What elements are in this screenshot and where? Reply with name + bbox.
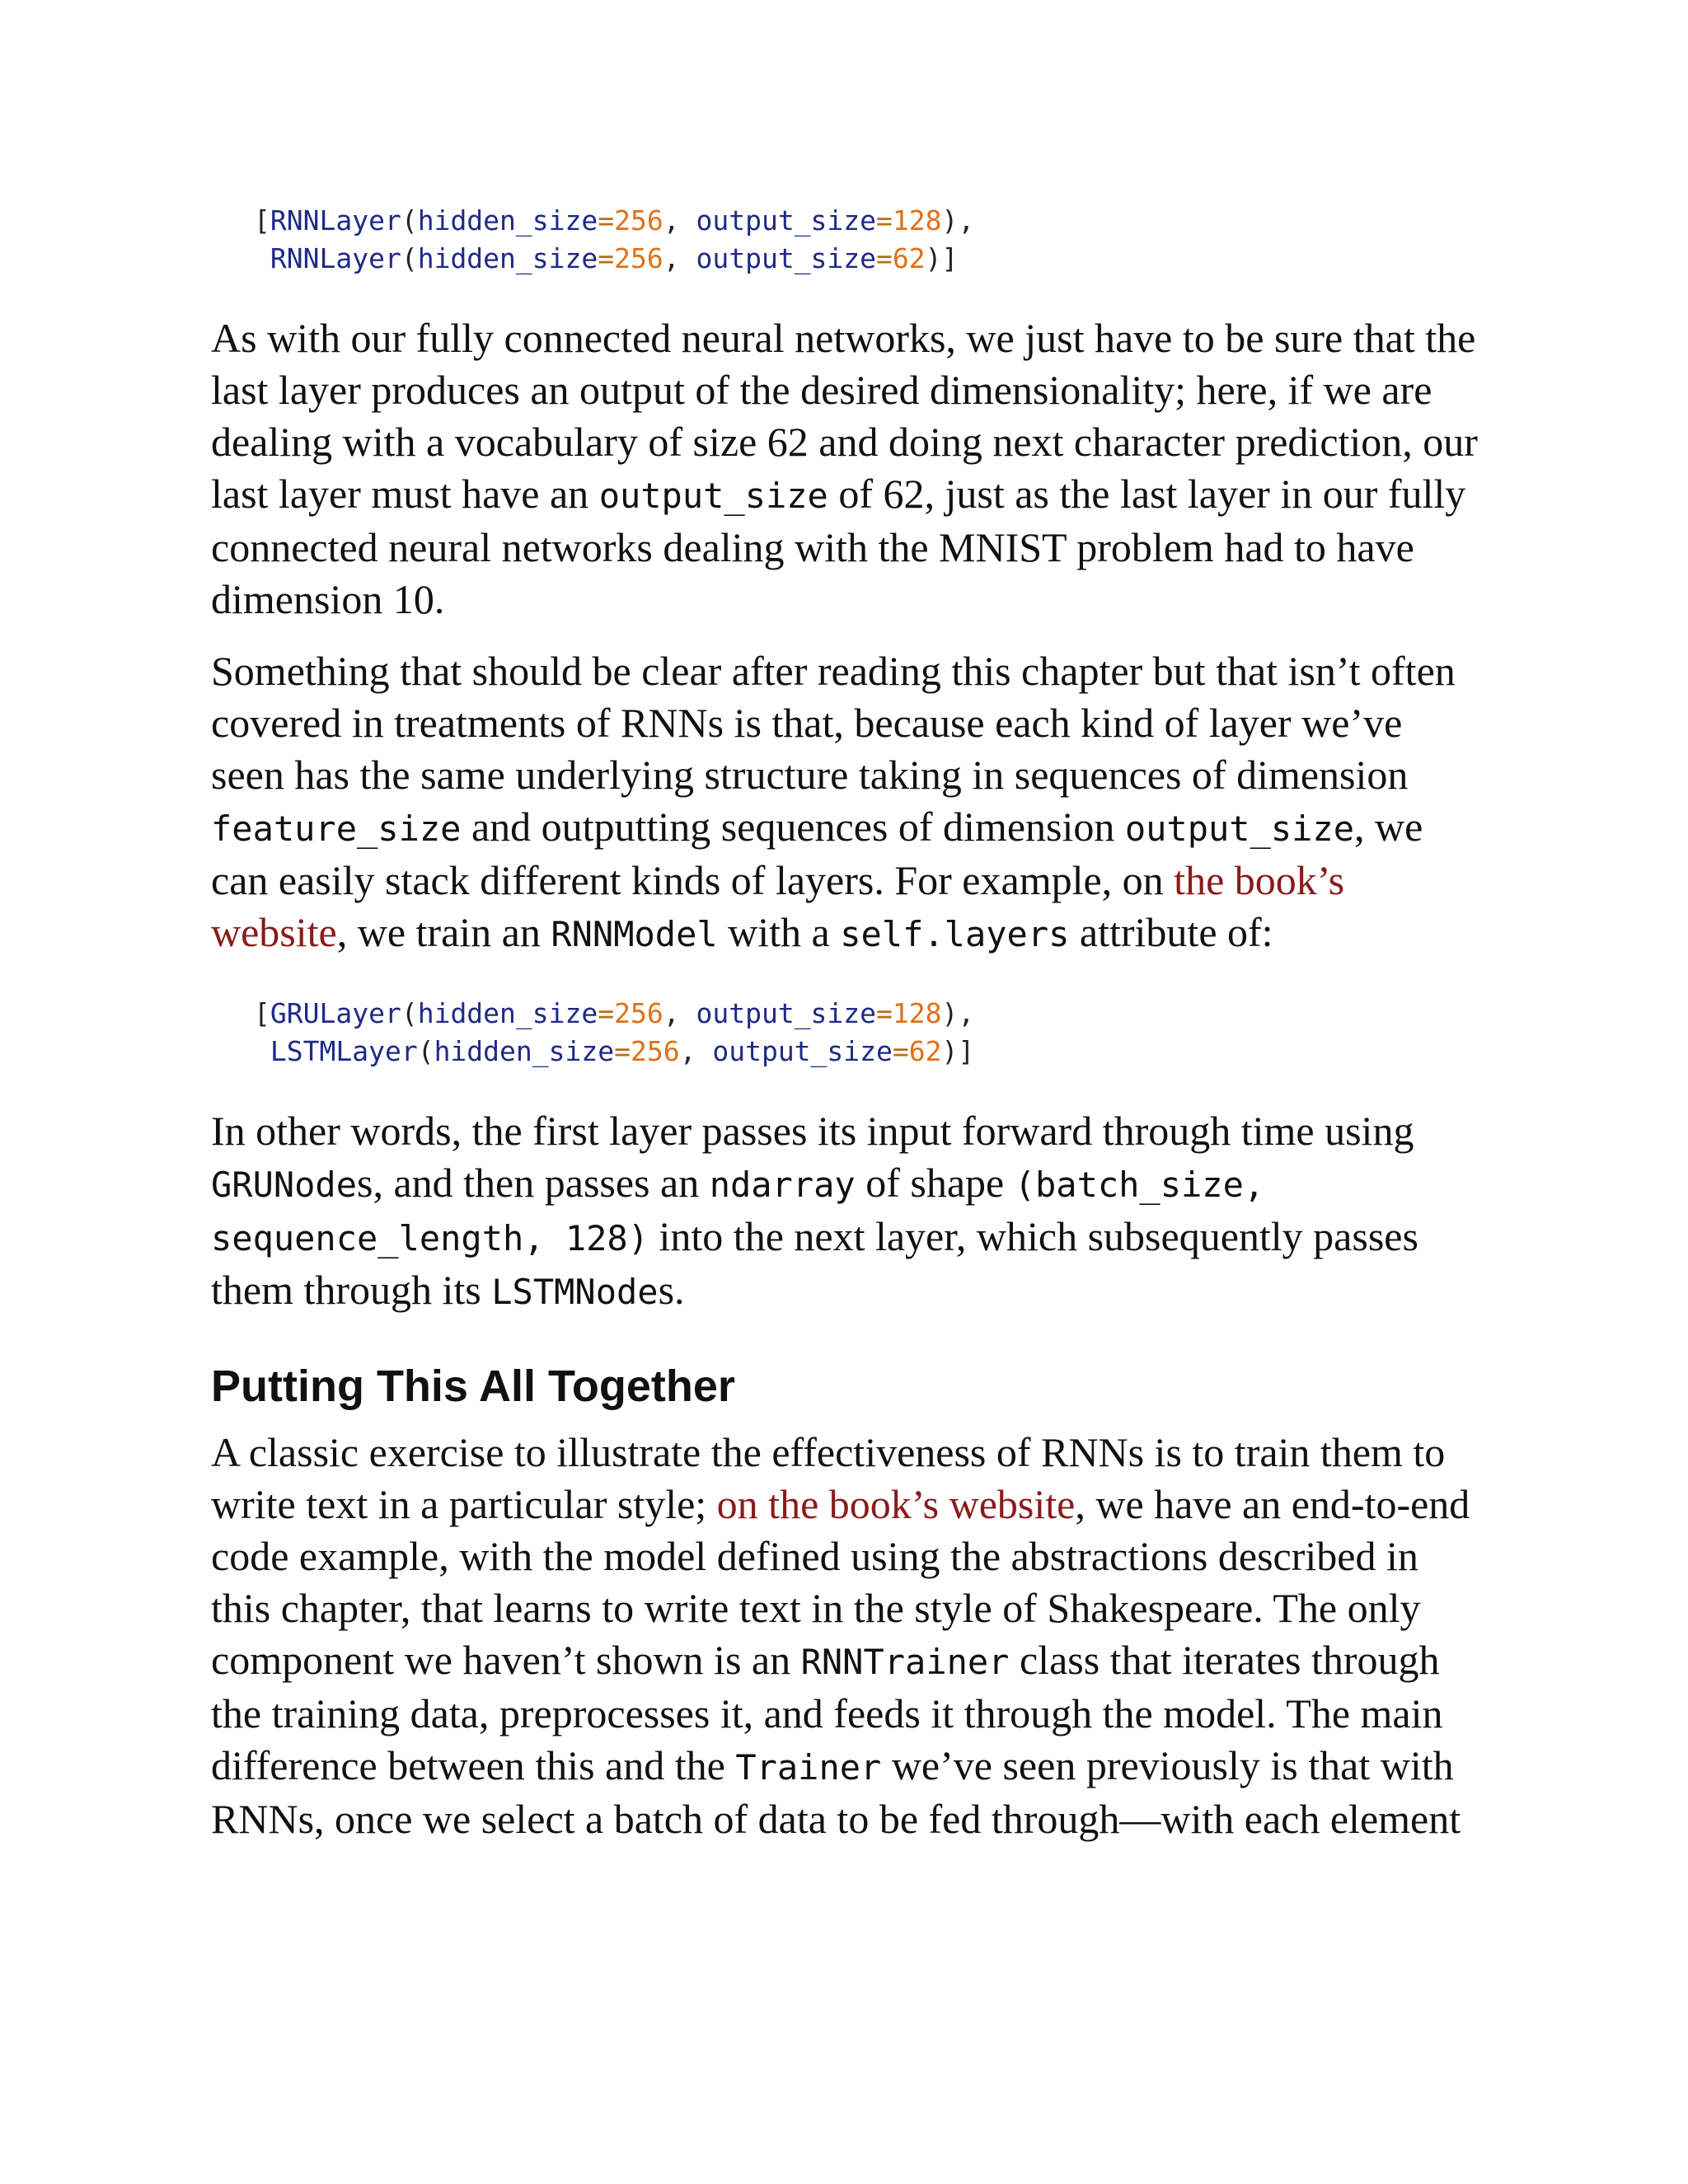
document-page	[211, 202, 1480, 1845]
paragraph-layer-flow	[211, 1105, 1480, 1318]
paragraph-text: into the next layer, which subsequently passes them through its	[211, 1213, 1418, 1313]
paragraph-text: attribute of:	[1069, 909, 1273, 955]
paragraph-text: A classic exercise to illustrate the effectiveness of RNNs is to train them to write text in a particular style;	[211, 1429, 1446, 1527]
inline-code: ndarray	[709, 1165, 856, 1205]
inline-code: GRUNode	[211, 1165, 358, 1205]
code-token: )]	[925, 242, 959, 274]
code-token: =	[614, 1035, 631, 1067]
code-block-mixed-layers	[254, 995, 1480, 1071]
paragraph-text: with a	[717, 909, 841, 955]
code-token: LSTMLayer	[270, 1035, 418, 1067]
code-token: [	[254, 204, 270, 237]
code-token: ,	[663, 204, 696, 237]
code-token: [	[254, 997, 270, 1029]
code-token: 128	[892, 204, 942, 237]
paragraph-text: s, and then passes an	[357, 1160, 710, 1206]
code-token: =	[892, 1035, 909, 1067]
code-token: (	[401, 242, 418, 274]
paragraph-text: As with our fully connected neural networks, we just have to be sure that the last layer produces an output of the desired dimensionality; here, if we are dealing with a vocabulary of size 62 and doing next character prediction, our last layer must have an	[211, 315, 1478, 517]
code-token: output_size	[696, 997, 877, 1029]
code-token: (	[401, 204, 418, 237]
code-token: (	[401, 997, 418, 1029]
code-token: hidden_size	[417, 997, 598, 1029]
code-token: 256	[630, 1035, 680, 1067]
code-token: RNNLayer	[270, 204, 401, 237]
paragraph-text: , we have an end-to-end code example, with the model defined using the abstractions described in this chapter, that learns to write text in the style of Shakespeare. The only component we haven’t shown is an	[211, 1481, 1470, 1683]
paragraph-text: class that iterates through the training data, preprocesses it, and feeds it through the model. The main difference between this and the	[211, 1637, 1443, 1788]
code-token: 256	[614, 242, 663, 274]
code-token: =	[876, 204, 893, 237]
code-token: 62	[892, 242, 926, 274]
code-token: =	[876, 997, 893, 1029]
code-token: =	[598, 204, 615, 237]
code-token: ,	[679, 1035, 713, 1067]
paragraph-text: of shape	[855, 1160, 1015, 1206]
section-heading: Putting This All Together	[211, 1361, 735, 1411]
book-website-link[interactable]: the book’s website	[211, 857, 1345, 955]
code-token: (	[417, 1035, 434, 1067]
code-token: ,	[663, 997, 696, 1029]
book-website-link[interactable]: on the book’s website	[716, 1481, 1076, 1527]
code-token: 256	[614, 204, 663, 237]
code-token: =	[598, 242, 615, 274]
code-token: GRULayer	[270, 997, 401, 1029]
inline-code: self.layers	[840, 914, 1070, 954]
inline-code: RNNModel	[551, 914, 718, 954]
inline-code: output_size	[598, 476, 828, 516]
code-token: 256	[614, 997, 663, 1029]
paragraph-text: s.	[658, 1267, 685, 1313]
paragraph-text: and outputting sequences of dimension	[461, 804, 1125, 850]
code-token: RNNLayer	[270, 242, 401, 274]
paragraph-text: of 62, just as the last layer in our fully connected neural networks dealing with the MNIST problem had to have dimension 10.	[211, 471, 1466, 622]
paragraph-output-dimensionality	[211, 312, 1480, 626]
code-token: hidden_size	[434, 1035, 615, 1067]
code-token: )]	[941, 1035, 975, 1067]
code-token: =	[876, 242, 893, 274]
code-token: output_size	[696, 204, 877, 237]
inline-code: (batch_size, sequence_length, 128)	[211, 1165, 1265, 1258]
paragraph-text: , we train an	[336, 909, 551, 955]
code-token: =	[598, 997, 615, 1029]
code-token: ),	[941, 997, 975, 1029]
code-token: ,	[663, 242, 696, 274]
code-token: output_size	[712, 1035, 893, 1067]
inline-code: output_size	[1124, 808, 1355, 849]
inline-code: feature_size	[211, 808, 462, 849]
paragraph-stacking-layers	[211, 645, 1480, 960]
paragraph-shakespeare-example	[211, 1427, 1480, 1845]
code-token: 128	[892, 997, 942, 1029]
inline-code: RNNTrainer	[800, 1642, 1010, 1682]
paragraph-text: Something that should be clear after reading this chapter but that isn’t often covered in treatments of RNNs is that, because each kind of layer we’ve seen has the same underlying structure taking in sequences of dimension	[211, 648, 1456, 798]
inline-code: LSTMNode	[491, 1272, 659, 1312]
paragraph-text: we’ve seen previously is that with RNNs, once we select a batch of data to be fed through—with each element	[211, 1742, 1461, 1842]
paragraph-text: In other words, the first layer passes its input forward through time using	[211, 1108, 1414, 1154]
code-token: 62	[908, 1035, 942, 1067]
code-token: hidden_size	[417, 204, 598, 237]
code-block-rnn-layers	[254, 202, 1480, 278]
code-token: hidden_size	[417, 242, 598, 274]
inline-code: Trainer	[735, 1747, 882, 1788]
code-token: ),	[941, 204, 975, 237]
code-token: output_size	[696, 242, 877, 274]
paragraph-text: , we can easily stack different kinds of layers. For example, on	[211, 804, 1423, 903]
